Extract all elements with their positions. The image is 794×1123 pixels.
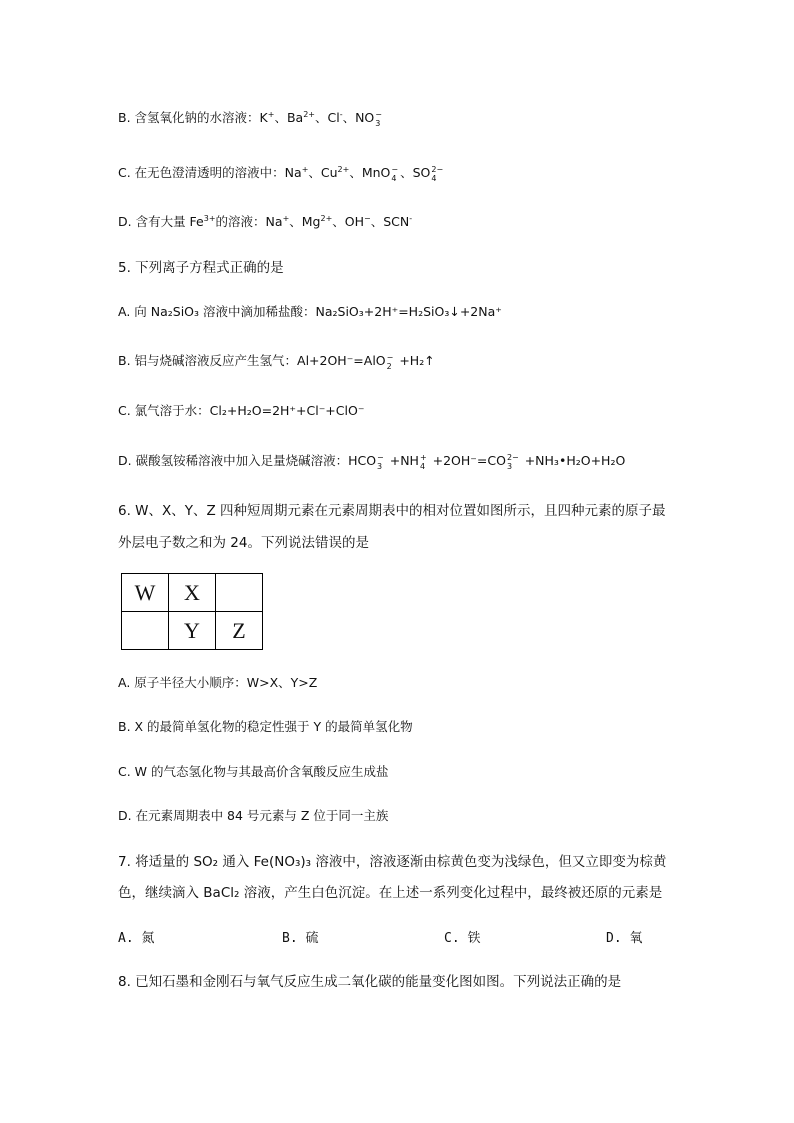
- q7-option-b: B. 硫: [282, 931, 319, 946]
- q8-stem: 8. 已知石墨和金刚石与氧气反应生成二氧化碳的能量变化图如图。下列说法正确的是: [118, 974, 622, 990]
- q5-option-a: A. 向 Na₂SiO₃ 溶液中滴加稀盐酸：Na₂SiO₃+2H⁺=H₂SiO₃↓+2Na⁺: [118, 304, 502, 319]
- q4-option-b: B. 含氢氧化钠的水溶液：K+、$Ba^{2+}$、Cl-、NO − 3: [118, 109, 382, 128]
- q5-option-b: B. 铝与烧碱溶液反应产生氢气：Al+2OH⁻=AlO − 2 +H₂↑: [118, 352, 435, 371]
- table-cell: X: [169, 574, 216, 612]
- q4-option-d: D. 含有大量 $Fe^{3+}$的溶液：Na+、$Mg^{2+}$、OH−、SCN-: [118, 213, 413, 229]
- q7-option-d: D. 氧: [606, 931, 643, 946]
- q5-option-c: C. 氯气溶于水：Cl₂+H₂O=2H⁺+Cl⁻+ClO⁻: [118, 403, 365, 418]
- q6-stem-line2: 外层电子数之和为 24。下列说法错误的是: [118, 535, 369, 551]
- q7-stem-line1: 7. 将适量的 SO₂ 通入 Fe(NO₃)₃ 溶液中，溶液逐渐由棕黄色变为浅绿色，但又立即变为棕黄: [118, 854, 667, 870]
- table-cell: Z: [216, 612, 263, 650]
- q6-option-d: D. 在元素周期表中 84 号元素与 Z 位于同一主族: [118, 808, 389, 823]
- q7-option-c: C. 铁: [444, 931, 481, 946]
- periodic-table-fragment: [121, 573, 263, 650]
- q5-option-d: D. 碳酸氢铵稀溶液中加入足量烧碱溶液：HCO − 3 +NH + 4 +2OH⁻=CO 2− 3 +NH₃•H₂O+H₂O: [118, 452, 626, 471]
- q6-stem-line1: 6. W、X、Y、Z 四种短周期元素在元素周期表中的相对位置如图所示，且四种元素的原子最: [118, 503, 666, 519]
- q5-stem: 5. 下列离子方程式正确的是: [118, 260, 284, 276]
- table-row: [122, 574, 263, 612]
- table-cell: [122, 612, 169, 650]
- q7-option-a: A. 氮: [118, 931, 155, 946]
- table-cell: Y: [169, 612, 216, 650]
- q6-option-c: C. W 的气态氢化物与其最高价含氧酸反应生成盐: [118, 764, 389, 779]
- table-cell: W: [122, 574, 169, 612]
- table-row: [122, 612, 263, 650]
- q6-option-b: B. X 的最简单氢化物的稳定性强于 Y 的最简单氢化物: [118, 719, 413, 734]
- q4-option-c: C. 在无色澄清透明的溶液中：Na+、$Cu^{2+}$、MnO − 4 、SO 2− 4: [118, 164, 444, 183]
- q7-stem-line2: 色，继续滴入 BaCl₂ 溶液，产生白色沉淀。在上述一系列变化过程中，最终被还原的元素是: [118, 885, 663, 901]
- q6-option-a: A. 原子半径大小顺序：W>X、Y>Z: [118, 675, 318, 690]
- table-cell: [216, 574, 263, 612]
